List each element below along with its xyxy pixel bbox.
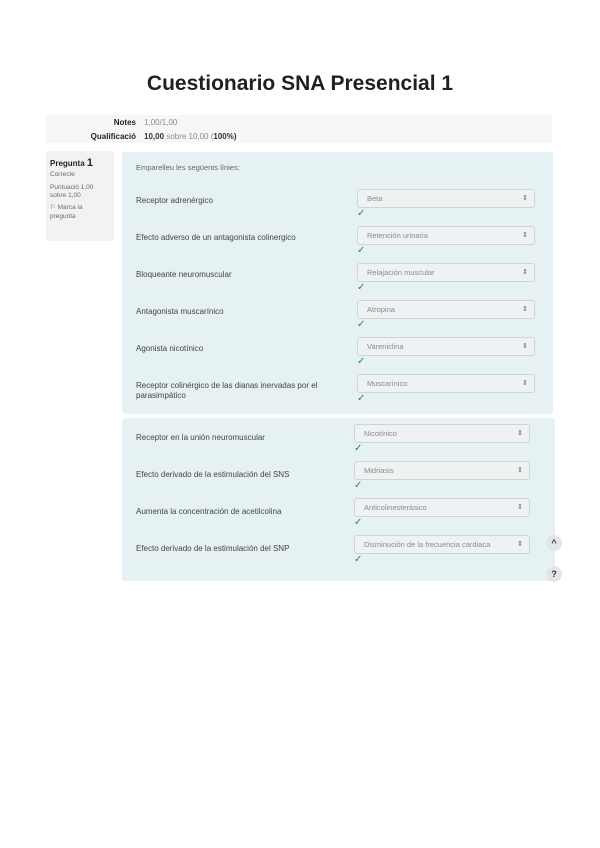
answer-value: Midriasis — [364, 466, 394, 475]
answer-select[interactable] — [357, 263, 535, 282]
question-info — [46, 151, 114, 241]
select-arrow-icon: ⇕ — [522, 269, 528, 276]
answer-select[interactable] — [357, 374, 535, 393]
summary-value — [144, 132, 237, 141]
chevron-up-icon: ^ — [551, 538, 557, 548]
correct-check-icon: ✓ — [354, 554, 363, 565]
select-arrow-icon: ⇕ — [522, 343, 528, 350]
select-arrow-icon: ⇕ — [522, 380, 528, 387]
flag-label: Marca la pregunta — [50, 204, 83, 220]
scroll-up-button[interactable] — [546, 535, 562, 551]
answer-select[interactable] — [354, 498, 530, 517]
select-arrow-icon: ⇕ — [517, 504, 523, 511]
match-stem: Receptor en la unión neuromuscular — [136, 433, 265, 442]
question-panel-2 — [122, 418, 555, 581]
answer-value: Retención urinaria — [367, 231, 428, 240]
answer-select[interactable] — [354, 424, 530, 443]
match-stem: Antagonista muscarínico — [136, 307, 224, 316]
summary-label: Qualificació — [90, 131, 136, 141]
correct-check-icon: ✓ — [357, 393, 366, 404]
match-stem: Agonista nicotínico — [136, 344, 204, 353]
grade-percent: 100%) — [213, 131, 237, 141]
question-score: Puntuació 1,00 sobre 1,00 — [50, 183, 94, 200]
answer-select[interactable] — [354, 535, 530, 554]
correct-check-icon: ✓ — [357, 245, 366, 256]
answer-value: Nicotínico — [364, 429, 397, 438]
page-title: Cuestionario SNA Presencial 1 — [146, 72, 454, 95]
answer-value: Disminución de la frecuencia cardiaca — [364, 540, 491, 549]
match-stem: Efecto derivado de la estimulación del SNS — [136, 470, 290, 479]
match-stem: Efecto derivado de la estimulación del SNP — [136, 544, 290, 553]
question-panel-1 — [122, 152, 553, 414]
match-stem: Aumenta la concentración de acetilcolina — [136, 507, 282, 516]
grade-value: 10,00 — [144, 131, 165, 141]
question-status: Correcte — [50, 170, 75, 178]
correct-check-icon: ✓ — [357, 282, 366, 293]
answer-value: Anticolinesterásico — [364, 503, 427, 512]
question-number — [50, 156, 110, 171]
match-stem: Receptor adrenérgico — [136, 196, 213, 205]
correct-check-icon: ✓ — [357, 319, 366, 330]
correct-check-icon: ✓ — [357, 208, 366, 219]
match-stem: Efecto adverso de un antagonista colinergico — [136, 233, 296, 242]
summary-row-notes — [46, 115, 552, 129]
answer-value: Muscarínico — [367, 379, 408, 388]
help-icon: ? — [551, 569, 557, 579]
correct-check-icon: ✓ — [357, 356, 366, 367]
select-arrow-icon: ⇕ — [517, 467, 523, 474]
select-arrow-icon: ⇕ — [522, 306, 528, 313]
attempt-summary — [46, 115, 552, 143]
question-number-value: 1 — [86, 157, 94, 169]
summary-row-grade — [46, 129, 552, 143]
answer-select[interactable] — [354, 461, 530, 480]
select-arrow-icon: ⇕ — [517, 541, 523, 548]
help-button[interactable] — [546, 566, 562, 582]
grade-out-of: sobre 10,00 ( — [164, 131, 214, 141]
answer-value: Beta — [367, 194, 383, 203]
correct-check-icon: ✓ — [354, 480, 363, 491]
question-label: Pregunta — [50, 159, 85, 168]
match-stem: Receptor colinérgico de las dianas inervadas por el parasimpático — [136, 381, 318, 401]
answer-select[interactable] — [357, 189, 535, 208]
correct-check-icon: ✓ — [354, 443, 363, 454]
match-stem: Bloqueante neuromuscular — [136, 270, 232, 279]
select-arrow-icon: ⇕ — [522, 232, 528, 239]
correct-check-icon: ✓ — [354, 517, 363, 528]
answer-select[interactable] — [357, 226, 535, 245]
summary-label: Notes — [113, 117, 136, 127]
flag-icon: ⚐ — [50, 204, 56, 212]
answer-select[interactable] — [357, 300, 535, 319]
answer-value: Relajación muscular — [367, 268, 435, 277]
question-prompt: Emparelleu les següents línies: — [136, 163, 240, 172]
answer-select[interactable] — [357, 337, 535, 356]
answer-value: Vareniclina — [367, 342, 404, 351]
flag-question-link[interactable] — [50, 204, 110, 222]
select-arrow-icon: ⇕ — [522, 195, 528, 202]
summary-value: 1,00/1,00 — [144, 117, 178, 127]
answer-value: Atropina — [367, 305, 395, 314]
select-arrow-icon: ⇕ — [517, 430, 523, 437]
